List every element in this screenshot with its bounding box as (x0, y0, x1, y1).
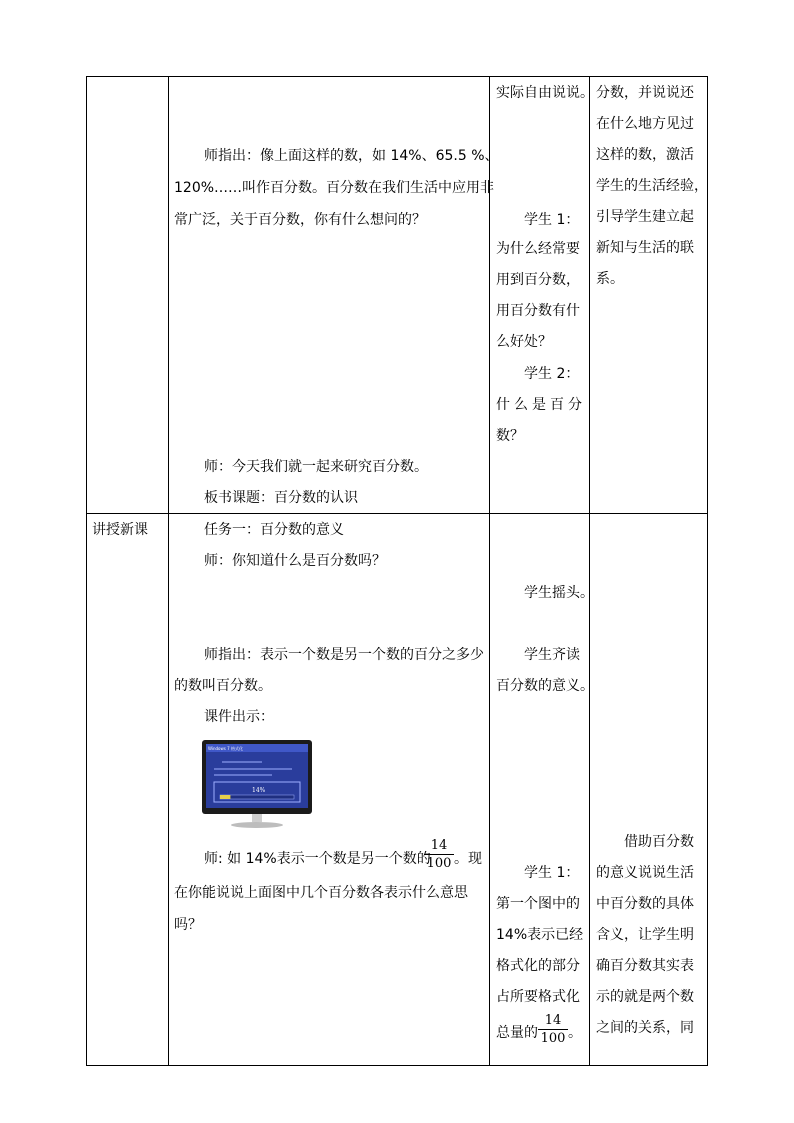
intent-line: 含义，让学生明 (596, 927, 694, 943)
col-divider-1 (168, 76, 169, 1066)
intent-line: 中百分数的具体 (596, 896, 694, 912)
fraction-numerator: 14 (424, 838, 454, 855)
courseware-label: 课件出示： (204, 709, 274, 725)
student1-line: 占所要格式化 (496, 989, 580, 1005)
example-prefix: 师: 如 14%表示一个数是另一个数的 (204, 851, 431, 867)
intent-line: 确百分数其实表 (596, 958, 694, 974)
student1-label: 学生 1： (524, 865, 580, 881)
teacher-point-line2: 120%……叫作百分数。百分数在我们生活中应用非 (174, 180, 495, 196)
task-title: 任务一：百分数的意义 (204, 522, 344, 538)
definition-line2: 的数叫百分数。 (174, 678, 272, 694)
intent-line: 系。 (596, 271, 624, 287)
student1-line: 为什么经常要 (496, 241, 580, 257)
teacher-point-line1: 师指出：像上面这样的数，如 14%、65.5 %、 (204, 148, 499, 164)
student-free-talk: 实际自由说说。 (496, 85, 594, 101)
col-divider-2 (489, 76, 490, 1066)
table-right-border (707, 76, 708, 1066)
definition-line1: 师指出：表示一个数是另一个数的百分之多少 (204, 647, 484, 663)
student2-line: 数？ (496, 428, 524, 444)
student1-line: 用百分数有什 (496, 303, 580, 319)
fraction-14-100 (538, 1013, 568, 1046)
intent-line: 这样的数，激活 (596, 147, 694, 163)
monitor-title: Windows 7 格式化 (208, 746, 243, 751)
intent-line: 分数，并说说还 (596, 85, 694, 101)
intent-line: 引导学生建立起 (596, 209, 694, 225)
student1-last-suffix: 。 (568, 1025, 582, 1041)
student1-label: 学生 1： (524, 212, 580, 228)
student1-line: 第一个图中的 (496, 896, 580, 912)
table-bottom-border (86, 1065, 708, 1066)
fraction-numerator: 14 (538, 1013, 568, 1030)
student2-line: 什么是百分 (496, 397, 582, 413)
student-shake-head: 学生摇头。 (524, 585, 594, 601)
table-top-border (86, 76, 708, 77)
example-line3: 吗？ (174, 917, 202, 933)
fraction-denominator: 100 (426, 856, 452, 871)
teacher-question: 师：你知道什么是百分数吗？ (204, 553, 386, 569)
student1-line: 14%表示已经 (496, 927, 584, 943)
example-suffix: 。现 (454, 851, 482, 867)
intent-line: 在什么地方见过 (596, 116, 694, 132)
stage-label: 讲授新课 (92, 522, 148, 538)
intent-line: 之间的关系，同 (596, 1020, 694, 1036)
lesson-topic: 板书课题：百分数的认识 (204, 490, 358, 506)
monitor-image (202, 740, 312, 830)
student1-line: 用到百分数， (496, 272, 580, 288)
intent-line: 借助百分数 (624, 834, 694, 850)
student-read-line2: 百分数的意义。 (496, 678, 594, 694)
table-left-border (86, 76, 87, 1066)
teacher-today: 师：今天我们就一起来研究百分数。 (204, 459, 428, 475)
col-divider-3 (589, 76, 590, 1066)
intent-line: 示的就是两个数 (596, 989, 694, 1005)
monitor-progress-label: 14% (252, 787, 266, 794)
teacher-point-line3: 常广泛，关于百分数，你有什么想问的？ (174, 212, 426, 228)
student1-line: 么好处？ (496, 334, 552, 350)
example-line2: 在你能说说上面图中几个百分数各表示什么意思 (174, 885, 468, 901)
row-divider (86, 513, 708, 514)
student1-line: 格式化的部分 (496, 958, 580, 974)
fraction-14-100 (424, 838, 454, 871)
student2-label: 学生 2： (524, 366, 580, 382)
intent-line: 新知与生活的联 (596, 240, 694, 256)
intent-line: 学生的生活经验， (596, 178, 708, 194)
student-read-line1: 学生齐读 (524, 647, 580, 663)
student1-last-prefix: 总量的 (496, 1025, 538, 1041)
intent-line: 的意义说说生活 (596, 865, 694, 881)
fraction-denominator: 100 (540, 1031, 566, 1046)
